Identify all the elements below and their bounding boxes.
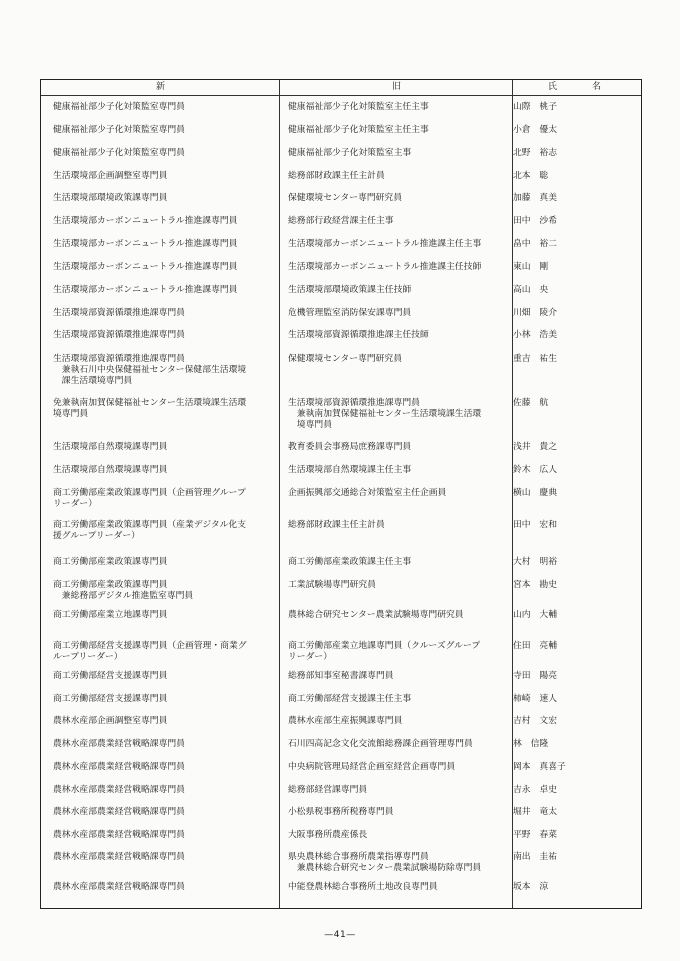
cell-new-position: 健康福祉部少子化対策監室専門員 bbox=[53, 125, 185, 135]
cell-name: 平野 春菜 bbox=[513, 830, 557, 840]
cell-name: 宮本 勘史 bbox=[513, 580, 557, 590]
cell-old-position: 総務部行政経営課主任主事 bbox=[288, 216, 394, 226]
cell-name: 川畑 陵介 bbox=[513, 308, 557, 318]
table-header bbox=[41, 80, 641, 96]
cell-new-position: 商工労働部産業政策課専門員（産業デジタル化支 援グループリーダー） bbox=[53, 520, 247, 541]
cell-name: 岡本 真喜子 bbox=[513, 762, 566, 772]
cell-old-position: 中央病院管理局経営企画室経営企画専門員 bbox=[288, 762, 456, 772]
cell-new-position: 商工労働部産業政策課専門員（企画管理グループ リーダー） bbox=[53, 488, 246, 509]
cell-old-position: 教育委員会事務局庶務課専門員 bbox=[288, 442, 412, 452]
cell-new-position: 商工労働部経営支援課専門員 bbox=[53, 694, 168, 704]
cell-new-position: 農林水産部農業経営戦略課専門員 bbox=[53, 785, 185, 795]
cell-old-position: 総務部財政課主任主計員 bbox=[288, 520, 385, 530]
cell-new-position: 生活環境部カーボンニュートラル推進課専門員 bbox=[53, 239, 238, 249]
cell-name: 佐藤 航 bbox=[513, 398, 549, 408]
cell-old-position: 農林総合研究センター農業試験場専門研究員 bbox=[288, 610, 464, 620]
cell-old-position: 小松県税事務所税務専門員 bbox=[288, 807, 394, 817]
cell-old-position: 生活環境部自然環境課主任主事 bbox=[288, 465, 412, 475]
cell-name: 東山 剛 bbox=[513, 262, 549, 272]
cell-name: 堀井 竜太 bbox=[513, 807, 557, 817]
header-old: 旧 bbox=[392, 82, 402, 92]
cell-old-position: 生活環境部カーボンニュートラル推進課主任主事 bbox=[288, 239, 482, 249]
cell-new-position: 生活環境部企画調整室専門員 bbox=[53, 171, 168, 181]
cell-name: 山際 桃子 bbox=[513, 102, 557, 112]
cell-new-position: 農林水産部農業経営戦略課専門員 bbox=[53, 852, 185, 862]
cell-new-position: 生活環境部カーボンニュートラル推進課専門員 bbox=[53, 285, 238, 295]
header-name-2: 名 bbox=[592, 82, 602, 92]
cell-new-position: 商工労働部産業政策課専門員 兼総務部デジタル推進監室専門員 bbox=[53, 580, 194, 601]
cell-new-position: 生活環境部環境政策課専門員 bbox=[53, 193, 168, 203]
cell-name: 住田 亮輔 bbox=[513, 641, 557, 651]
cell-name: 高山 央 bbox=[513, 285, 549, 295]
cell-old-position: 大阪事務所農産係長 bbox=[288, 830, 368, 840]
cell-old-position: 保健環境センター専門研究員 bbox=[288, 354, 403, 364]
cell-new-position: 免兼執南加賀保健福祉センター生活環境課生活環 境専門員 bbox=[53, 398, 247, 419]
cell-new-position: 健康福祉部少子化対策監室専門員 bbox=[53, 102, 185, 112]
cell-old-position: 企画振興部交通総合対策監室主任企画員 bbox=[288, 488, 447, 498]
cell-new-position: 生活環境部自然環境課専門員 bbox=[53, 465, 168, 475]
cell-new-position: 生活環境部資源循環推進課専門員 兼執石川中央保健福祉センター保健部生活環境 課生活環境専門員 bbox=[53, 354, 247, 386]
cell-name: 浅井 貴之 bbox=[513, 442, 557, 452]
cell-name: 重吉 祐生 bbox=[513, 354, 557, 364]
cell-old-position: 生活環境部カーボンニュートラル推進課主任技師 bbox=[288, 262, 482, 272]
cell-old-position: 健康福祉部少子化対策監室主任主事 bbox=[288, 125, 429, 135]
cell-name: 南出 圭祐 bbox=[513, 852, 557, 862]
cell-old-position: 中能登農林総合事務所土地改良専門員 bbox=[288, 882, 438, 892]
cell-name: 大村 明裕 bbox=[513, 557, 557, 567]
cell-old-position: 総務部知事室秘書課専門員 bbox=[288, 671, 394, 681]
cell-new-position: 健康福祉部少子化対策監室専門員 bbox=[53, 148, 185, 158]
cell-new-position: 商工労働部経営支援課専門員（企画管理・商業グ ループリーダー） bbox=[53, 641, 247, 662]
cell-new-position: 商工労働部産業政策課専門員 bbox=[53, 557, 168, 567]
cell-name: 加藤 真美 bbox=[513, 193, 557, 203]
personnel-table bbox=[40, 79, 642, 909]
cell-name: 横山 慶典 bbox=[513, 488, 557, 498]
cell-name: 林 信隆 bbox=[513, 739, 549, 749]
cell-new-position: 商工労働部産業立地課専門員 bbox=[53, 610, 168, 620]
cell-old-position: 商工労働部産業政策課主任主事 bbox=[288, 557, 412, 567]
cell-new-position: 生活環境部カーボンニュートラル推進課専門員 bbox=[53, 262, 238, 272]
cell-name: 小林 浩美 bbox=[513, 330, 557, 340]
cell-old-position: 石川四高記念文化交流館総務課企画管理専門員 bbox=[288, 739, 473, 749]
cell-old-position: 工業試験場専門研究員 bbox=[288, 580, 376, 590]
cell-name: 吉村 文宏 bbox=[513, 716, 557, 726]
cell-name: 畠中 裕二 bbox=[513, 239, 557, 249]
cell-new-position: 農林水産部農業経営戦略課専門員 bbox=[53, 739, 185, 749]
cell-new-position: 生活環境部資源循環推進課専門員 bbox=[53, 308, 185, 318]
cell-name: 寺田 陽亮 bbox=[513, 671, 557, 681]
cell-old-position: 健康福祉部少子化対策監室主事 bbox=[288, 148, 412, 158]
cell-old-position: 商工労働部産業立地課専門員（クルーズグループ リーダー） bbox=[288, 641, 481, 662]
cell-name: 柿崎 速人 bbox=[513, 694, 557, 704]
cell-name: 北本 聡 bbox=[513, 171, 549, 181]
cell-new-position: 農林水産部農業経営戦略課専門員 bbox=[53, 762, 185, 772]
cell-old-position: 保健環境センター専門研究員 bbox=[288, 193, 403, 203]
cell-name: 小倉 優太 bbox=[513, 125, 557, 135]
cell-name: 坂本 涼 bbox=[513, 882, 549, 892]
cell-name: 田中 沙希 bbox=[513, 216, 557, 226]
cell-new-position: 生活環境部資源循環推進課専門員 bbox=[53, 330, 185, 340]
cell-new-position: 農林水産部農業経営戦略課専門員 bbox=[53, 830, 185, 840]
header-new: 新 bbox=[156, 82, 166, 92]
cell-old-position: 生活環境部環境政策課主任技師 bbox=[288, 285, 412, 295]
page-number: —41— bbox=[324, 930, 356, 940]
cell-new-position: 農林水産部農業経営戦略課専門員 bbox=[53, 882, 185, 892]
cell-name: 吉永 卓史 bbox=[513, 785, 557, 795]
cell-new-position: 生活環境部自然環境課専門員 bbox=[53, 442, 168, 452]
cell-new-position: 農林水産部企画調整室専門員 bbox=[53, 716, 168, 726]
cell-new-position: 商工労働部経営支援課専門員 bbox=[53, 671, 168, 681]
cell-old-position: 総務部経営課専門員 bbox=[288, 785, 368, 795]
cell-old-position: 総務部財政課主任主計員 bbox=[288, 171, 385, 181]
column-divider bbox=[279, 80, 280, 908]
cell-name: 山内 大輔 bbox=[513, 610, 557, 620]
cell-old-position: 生活環境部資源循環推進課主任技師 bbox=[288, 330, 429, 340]
cell-old-position: 危機管理監室消防保安課専門員 bbox=[288, 308, 412, 318]
cell-name: 田中 宏和 bbox=[513, 520, 557, 530]
cell-old-position: 商工労働部経営支援課主任主事 bbox=[288, 694, 412, 704]
cell-old-position: 県央農林総合事務所農業指導専門員 兼農林総合研究センター農業試験場防除専門員 bbox=[288, 852, 482, 873]
cell-old-position: 健康福祉部少子化対策監室主任主事 bbox=[288, 102, 429, 112]
cell-new-position: 生活環境部カーボンニュートラル推進課専門員 bbox=[53, 216, 238, 226]
cell-old-position: 農林水産部生産振興課専門員 bbox=[288, 716, 403, 726]
cell-name: 北野 裕志 bbox=[513, 148, 557, 158]
header-name-1: 氏 bbox=[548, 82, 558, 92]
cell-new-position: 農林水産部農業経営戦略課専門員 bbox=[53, 807, 185, 817]
cell-old-position: 生活環境部資源循環推進課専門員 兼執南加賀保健福祉センター生活環境課生活環 境専門員 bbox=[288, 398, 482, 430]
cell-name: 鈴木 広人 bbox=[513, 465, 557, 475]
